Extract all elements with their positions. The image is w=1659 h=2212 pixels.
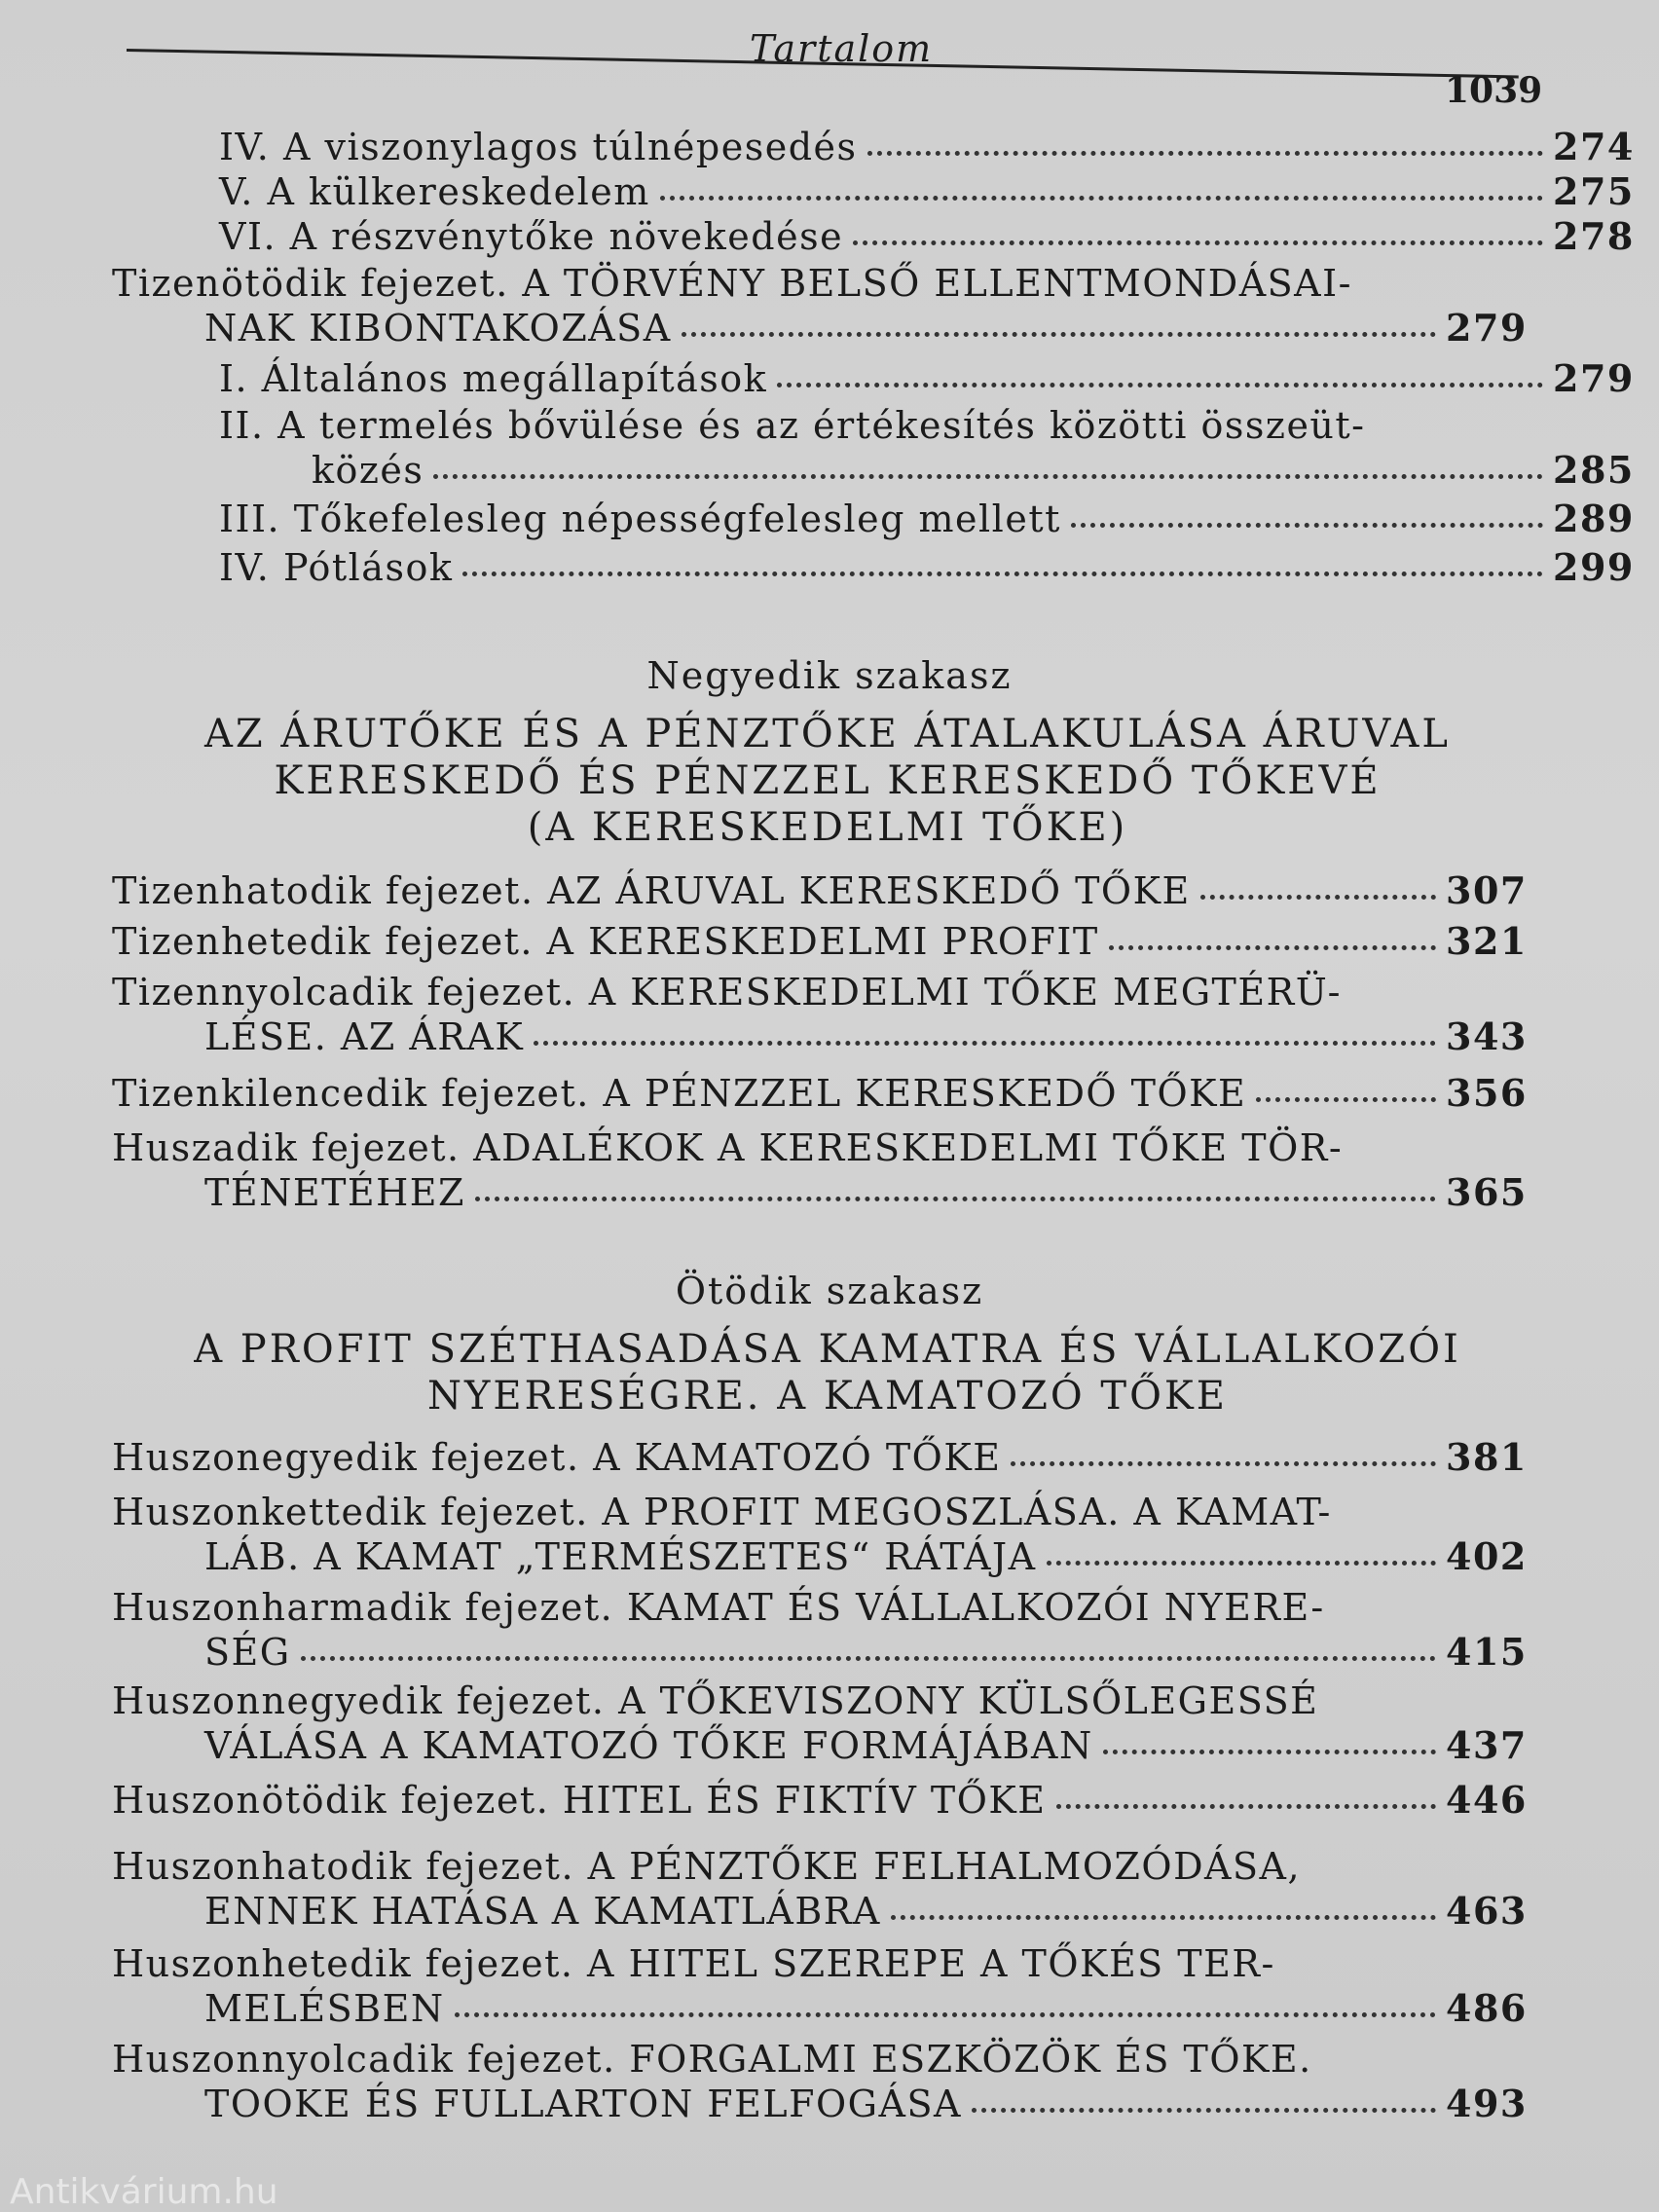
toc-entry: Huszonharmadik fejezet. KAMAT ÉS VÁLLALKOZÓI NYERE- SÉG 415	[112, 1586, 1528, 1674]
toc-entry: III. Tőkefelesleg népességfelesleg mellett 289	[219, 497, 1635, 540]
toc-entry: Tizenkilencedik fejezet. A PÉNZZEL KERESKEDŐ TŐKE 356	[112, 1071, 1528, 1115]
toc-entry: II. A termelés bővülése és az értékesítés közötti összeüt- közés 285	[219, 404, 1635, 492]
section-title-line: NYERESÉGRE. A KAMATOZÓ TŐKE	[427, 1374, 1228, 1419]
section-title-line: (A KERESKEDELMI TŐKE)	[527, 805, 1128, 850]
toc-entry: VI. A részvénytőke növekedése 278	[219, 214, 1635, 258]
toc-entry: Tizenhatodik fejezet. AZ ÁRUVAL KERESKEDŐ TŐKE 307	[112, 868, 1528, 912]
toc-entry: I. Általános megállapítások 279	[219, 356, 1635, 400]
page-number: 1039	[1445, 70, 1543, 111]
toc-entry: Huszonhetedik fejezet. A HITEL SZEREPE A TŐKÉS TER- MELÉSBEN 486	[112, 1942, 1528, 2030]
toc-entry: Huszonegyedik fejezet. A KAMATOZÓ TŐKE 381	[112, 1435, 1528, 1479]
toc-entry: Tizenhetedik fejezet. A KERESKEDELMI PROFIT 321	[112, 919, 1528, 963]
toc-entry: IV. A viszonylagos túlnépesedés 274	[219, 125, 1635, 168]
section-heading: Negyedik szakasz	[646, 654, 1013, 697]
toc-entry: Tizennyolcadik fejezet. A KERESKEDELMI TŐKE MEGTÉRÜ- LÉSE. AZ ÁRAK 343	[112, 971, 1528, 1058]
section-title-line: AZ ÁRUTŐKE ÉS A PÉNZTŐKE ÁTALAKULÁSA ÁRUVAL	[204, 712, 1451, 756]
toc-entry: Huszonötödik fejezet. HITEL ÉS FIKTÍV TŐKE 446	[112, 1778, 1528, 1822]
toc-entry: Huszonnegyedik fejezet. A TŐKEVISZONY KÜLSŐLEGESSÉ VÁLÁSA A KAMATOZÓ TŐKE FORMÁJÁBAN 437	[112, 1679, 1528, 1767]
toc-entry: Huszonnyolcadik fejezet. FORGALMI ESZKÖZÖK ÉS TŐKE. TOOKE ÉS FULLARTON FELFOGÁSA 493	[112, 2038, 1528, 2125]
toc-entry: Huszonkettedik fejezet. A PROFIT MEGOSZLÁSA. A KAMAT- LÁB. A KAMAT „TERMÉSZETES“ RÁTÁJA 402	[112, 1491, 1528, 1578]
section-heading: Ötödik szakasz	[675, 1270, 984, 1312]
toc-entry: V. A külkereskedelem 275	[219, 169, 1635, 213]
toc-entry: IV. Pótlások 299	[219, 545, 1635, 589]
toc-entry: Huszadik fejezet. ADALÉKOK A KERESKEDELMI TŐKE TÖR- TÉNETÉHEZ 365	[112, 1126, 1528, 1214]
toc-entry: Tizenötödik fejezet. A TÖRVÉNY BELSŐ ELLENTMONDÁSAI- NAK KIBONTAKOZÁSA 279	[112, 262, 1528, 350]
watermark: Antikvárium.hu	[10, 2172, 278, 2212]
section-title-line: KERESKEDŐ ÉS PÉNZZEL KERESKEDŐ TŐKEVÉ	[274, 758, 1382, 803]
toc-entry: Huszonhatodik fejezet. A PÉNZTŐKE FELHALMOZÓDÁSA, ENNEK HATÁSA A KAMATLÁBRA 463	[112, 1845, 1528, 1933]
running-header: Tartalom	[750, 27, 934, 70]
section-title-line: A PROFIT SZÉTHASADÁSA KAMATRA ÉS VÁLLALKOZÓI	[194, 1327, 1461, 1372]
